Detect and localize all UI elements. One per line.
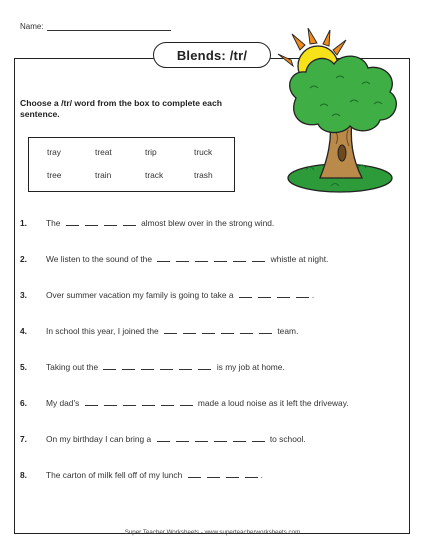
question-sentence <box>46 254 328 264</box>
word-bank-word: treat <box>95 147 112 157</box>
letter-blank[interactable] <box>157 255 170 262</box>
question-number: 5. <box>20 362 27 372</box>
question-number: 3. <box>20 290 27 300</box>
letter-blank[interactable] <box>207 471 220 478</box>
letter-blank[interactable] <box>233 255 246 262</box>
letter-blank[interactable] <box>104 399 117 406</box>
letter-blank[interactable] <box>198 363 211 370</box>
letter-blank[interactable] <box>277 291 290 298</box>
letter-blank[interactable] <box>214 435 227 442</box>
sentence-start: The carton of milk fell off of my lunch <box>46 470 183 480</box>
letter-blank[interactable] <box>164 327 177 334</box>
letter-blank[interactable] <box>123 399 136 406</box>
letter-blank[interactable] <box>252 255 265 262</box>
letter-blank[interactable] <box>122 363 135 370</box>
word-bank <box>28 137 235 192</box>
letter-blank[interactable] <box>104 219 117 226</box>
word-bank-word: track <box>145 170 164 180</box>
question-number: 6. <box>20 398 27 408</box>
letter-blank[interactable] <box>195 435 208 442</box>
letter-blank[interactable] <box>195 255 208 262</box>
letter-blank[interactable] <box>233 435 246 442</box>
letter-blank[interactable] <box>103 363 116 370</box>
question-sentence <box>46 362 285 372</box>
letter-blank[interactable] <box>160 363 173 370</box>
letter-blank[interactable] <box>226 471 239 478</box>
letter-blank[interactable] <box>180 399 193 406</box>
sentence-start: Over summer vacation my family is going to take a <box>46 290 234 300</box>
question-sentence <box>46 398 349 408</box>
letter-blank[interactable] <box>239 291 252 298</box>
letter-blank[interactable] <box>221 327 234 334</box>
tree-sun-illustration <box>276 28 406 198</box>
letter-blank[interactable] <box>176 435 189 442</box>
word-bank-word: trash <box>194 170 213 180</box>
letter-blank[interactable] <box>157 435 170 442</box>
letter-blank[interactable] <box>245 471 258 478</box>
question-sentence <box>46 470 263 480</box>
letter-blank[interactable] <box>123 219 136 226</box>
sentence-end: is my job at home. <box>216 362 285 372</box>
letter-blank[interactable] <box>183 327 196 334</box>
sentence-start: We listen to the sound of the <box>46 254 152 264</box>
sentence-start: Taking out the <box>46 362 99 372</box>
instructions: Choose a /tr/ word from the box to complete each sentence. <box>20 98 222 119</box>
question-sentence <box>46 218 274 228</box>
letter-blank[interactable] <box>179 363 192 370</box>
footer-credit: Super Teacher Worksheets - www.superteacherworksheets.com <box>124 529 301 536</box>
letter-blank[interactable] <box>161 399 174 406</box>
letter-blank[interactable] <box>142 399 155 406</box>
word-bank-word: truck <box>194 147 213 157</box>
sentence-start: On my birthday I can bring a <box>46 434 152 444</box>
question-number: 7. <box>20 434 27 444</box>
letter-blank[interactable] <box>296 291 309 298</box>
letter-blank[interactable] <box>202 327 215 334</box>
sentence-start: The <box>46 218 61 228</box>
name-field[interactable] <box>20 22 171 31</box>
question-number: 8. <box>20 470 27 480</box>
letter-blank[interactable] <box>188 471 201 478</box>
letter-blank[interactable] <box>252 435 265 442</box>
word-bank-word: train <box>95 170 112 180</box>
letter-blank[interactable] <box>66 219 79 226</box>
name-label: Name: <box>20 22 44 31</box>
question-sentence <box>46 290 314 300</box>
name-line[interactable] <box>47 22 171 31</box>
question-number: 1. <box>20 218 27 228</box>
question-sentence <box>46 434 306 444</box>
question-number: 4. <box>20 326 27 336</box>
letter-blank[interactable] <box>176 255 189 262</box>
sentence-end: almost blew over in the strong wind. <box>141 218 275 228</box>
worksheet-title: Blends: /tr/ <box>153 42 271 68</box>
sentence-end: to school. <box>269 434 306 444</box>
letter-blank[interactable] <box>214 255 227 262</box>
word-bank-word: tray <box>47 147 61 157</box>
word-bank-word: trip <box>145 147 157 157</box>
letter-blank[interactable] <box>85 399 98 406</box>
sentence-end: . <box>311 290 315 300</box>
letter-blank[interactable] <box>85 219 98 226</box>
letter-blank[interactable] <box>259 327 272 334</box>
question-number: 2. <box>20 254 27 264</box>
sentence-end: team. <box>277 326 299 336</box>
sentence-start: In school this year, I joined the <box>46 326 159 336</box>
sentence-start: My dad's <box>46 398 80 408</box>
sentence-end: whistle at night. <box>270 254 329 264</box>
sentence-end: . <box>260 470 263 480</box>
sentence-end: made a loud noise as it left the driveway. <box>197 398 349 408</box>
letter-blank[interactable] <box>141 363 154 370</box>
letter-blank[interactable] <box>240 327 253 334</box>
letter-blank[interactable] <box>258 291 271 298</box>
word-bank-word: tree <box>47 170 62 180</box>
question-sentence <box>46 326 298 336</box>
